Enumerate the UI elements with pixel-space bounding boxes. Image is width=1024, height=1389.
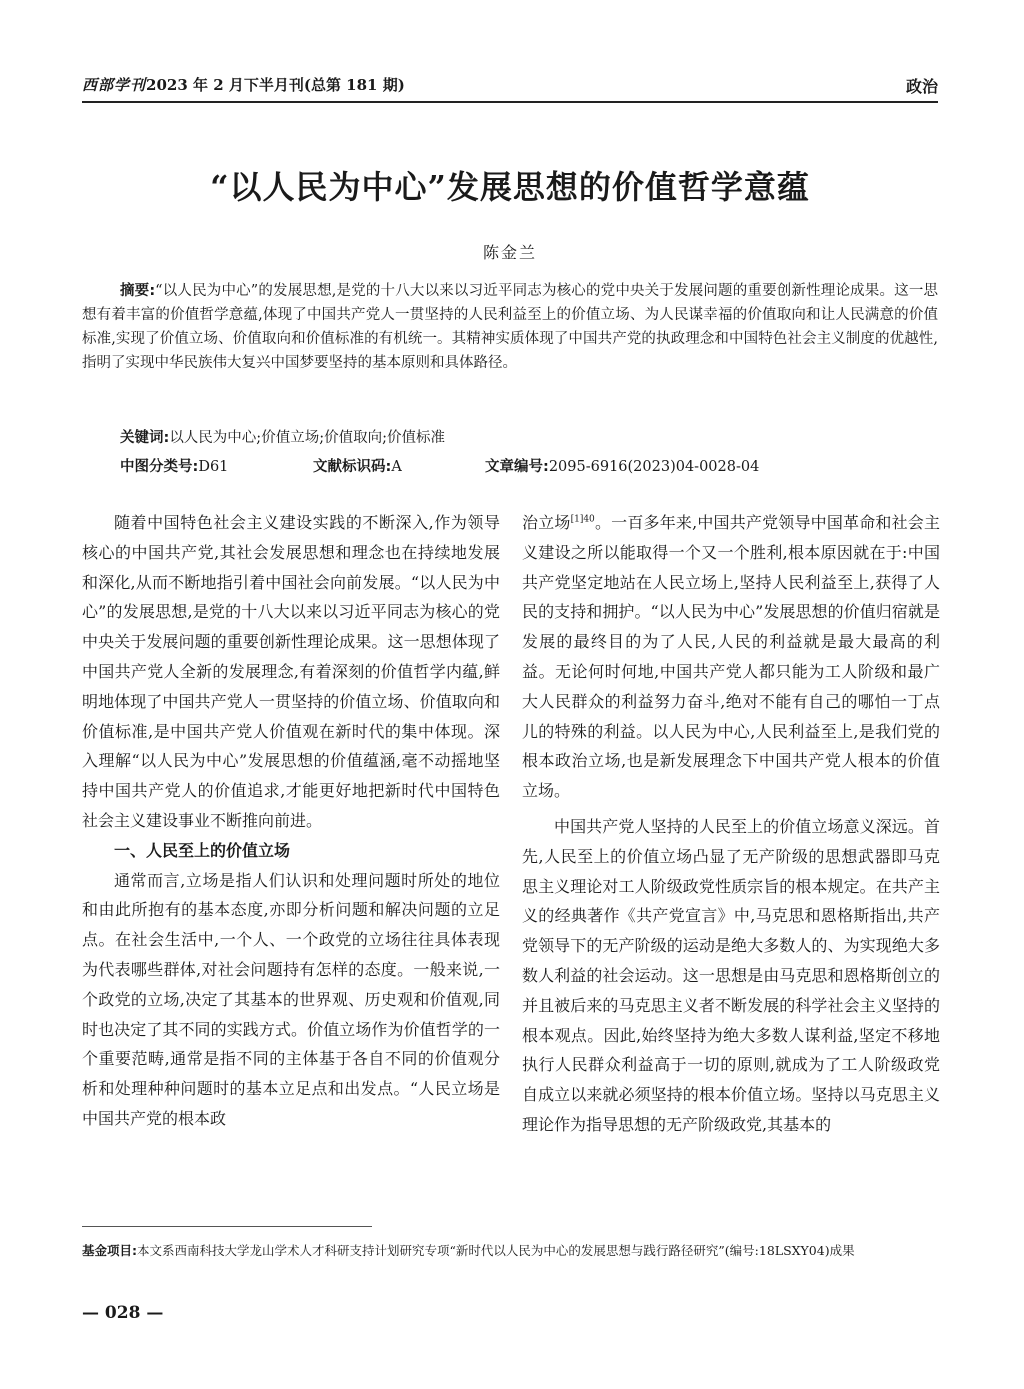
- article-title: “以人民为中心”发展思想的价值哲学意蕴: [210, 168, 810, 206]
- body-column-left: [82, 508, 500, 1134]
- paragraph-text: 治立场: [522, 513, 571, 532]
- header-divider: [82, 101, 938, 103]
- keywords-text: 以人民为中心;价值立场;价值取向;价值标准: [169, 430, 445, 446]
- article-author: 陈金兰: [482, 243, 537, 262]
- article-value: 2095-6916(2023)04-0028-04: [548, 459, 760, 475]
- paragraph: [522, 508, 940, 806]
- section-heading: 一、人民至上的价值立场: [114, 840, 291, 860]
- journal-logo: 西部学刊: [82, 76, 147, 94]
- footnote-divider: [82, 1226, 372, 1227]
- article-number: [485, 455, 759, 476]
- abstract: [82, 279, 938, 375]
- doc-label: 文献标识码:: [313, 459, 392, 475]
- clc-number: [120, 455, 228, 476]
- citation-ref: [1]40: [570, 514, 595, 525]
- abstract-label: 摘要:: [120, 283, 156, 299]
- page-number: — 028 —: [82, 1303, 164, 1323]
- paragraph: 中国共产党人坚持的人民至上的价值立场意义深远。首先,人民至上的价值立场凸显了无产阶级的思想武器即马克思主义理论对工人阶级政党性质宗旨的根本规定。在共产主义的经典著作《共产党宣言》中,马克思和恩格斯指出,共产党领导下的无产阶级的运动是绝大多数人的、为实现绝大多数人利益的社会运动。这一思想是由马克思和恩格斯创立的并且被后来的马克思主义者不断发展的科学社会主义坚持的根本观点。因此,始终坚持为绝大多数人谋利益,坚定不移地执行人民群众利益高于一切的原则,就成为了工人阶级政党自成立以来就必须坚持的根本价值立场。坚持以马克思主义理论作为指导思想的无产阶级政党,其基本的: [522, 816, 940, 1134]
- paragraph: 随着中国特色社会主义建设实践的不断深入,作为领导核心的中国共产党,其社会发展思想和理念也在持续地发展和深化,从而不断地指引着中国社会向前发展。“以人民为中心”的发展思想,是党的十八大以来以习近平同志为核心的党中央关于发展问题的重要创新性理论成果。这一思想体现了中国共产党人全新的发展理念,有着深刻的价值哲学内蕴,鲜明地体现了中国共产党人一贯坚持的价值立场、价值取向和价值标准,是中国共产党人价值观在新时代的集中体现。深入理解“以人民为中心”发展思想的价值蕴涵,毫不动摇地坚持中国共产党人的价值追求,才能更好地把新时代中国特色社会主义建设事业不断推向前进。: [82, 513, 500, 830]
- funding-note: [82, 1240, 938, 1262]
- paragraph-text: 。一百多年来,中国共产党领导中国革命和社会主义建设之所以能取得一个又一个胜利,根本原因就在于:中国共产党坚定地站在人民立场上,坚持人民利益至上,获得了人民的支持和拥护。“以人民为中心”发展思想的价值归宿就是发展的最终目的为了人民,人民的利益就是最大最高的利益。无论何时何地,中国共产党人都只能为工人阶级和最广大人民群众的利益努力奋斗,绝对不能有自己的哪怕一丁点儿的特殊的利益。以人民为中心,人民利益至上,是我们党的根本政治立场,也是新发展理念下中国共产党人根本的价值立场。: [522, 513, 940, 801]
- doc-value: A: [391, 459, 402, 475]
- paragraph: 通常而言,立场是指人们认识和处理问题时所处的地位和由此所抱有的基本态度,亦即分析问题和解决问题的立足点。在社会生活中,一个人、一个政党的立场往往具体表现为代表哪些群体,对社会问题持有怎样的态度。一般来说,一个政党的立场,决定了其基本的世界观、历史观和价值观,同时也决定了其不同的实践方式。价值立场作为价值哲学的一个重要范畴,通常是指不同的主体基于各自不同的价值观分析和处理种种问题时的基本立足点和出发点。“人民立场是中国共产党的根本政: [82, 870, 500, 1128]
- journal-issue-info: [82, 74, 405, 95]
- issue-text: 2023 年 2 月下半月刊(总第 181 期): [146, 76, 405, 94]
- article-label: 文章编号:: [485, 459, 549, 475]
- keywords-label: 关键词:: [120, 430, 170, 446]
- funding-label: 基金项目:: [82, 1243, 137, 1258]
- clc-label: 中图分类号:: [120, 459, 199, 475]
- funding-text: 本文系西南科技大学龙山学术人才科研支持计划研究专项“新时代以人民为中心的发展思想与践行路径研究”(编号:18LSXY04)成果: [137, 1243, 855, 1258]
- document-code: [313, 455, 402, 476]
- classification-meta: [120, 455, 920, 477]
- keywords: [120, 426, 445, 447]
- running-header: [82, 74, 938, 100]
- clc-value: D61: [198, 459, 229, 475]
- abstract-text: “以人民为中心”的发展思想,是党的十八大以来以习近平同志为核心的党中央关于发展问题的重要创新性理论成果。这一思想有着丰富的价值哲学意蕴,体现了中国共产党人一贯坚持的人民利益至上的价值立场、为人民谋幸福的价值取向和让人民满意的价值标准,实现了价值立场、价值取向和价值标准的有机统一。其精神实质体现了中国共产党的执政理念和中国特色社会主义制度的优越性,指明了实现中华民族伟大复兴中国梦要坚持的基本原则和具体路径。: [82, 283, 938, 371]
- body-column-right: [522, 508, 940, 1140]
- section-label: 政治: [905, 77, 938, 96]
